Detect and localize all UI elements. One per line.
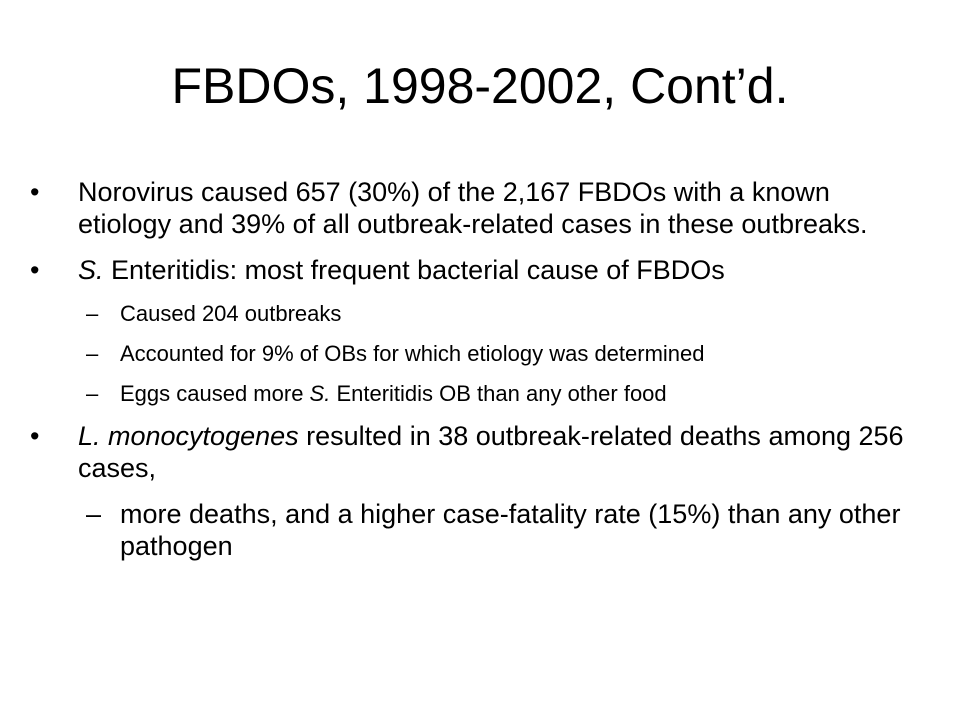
subbullet-text: Eggs caused more (120, 381, 310, 406)
subbullet-case-fatality (30, 498, 930, 562)
subbullet-etiology (30, 340, 930, 368)
bullet-text: resulted in 38 outbreak-related deaths among 256 cases, (78, 421, 904, 483)
bullet-l-monocytogenes (30, 420, 930, 484)
bullet-marker: • (30, 421, 40, 451)
bullet-text: Norovirus caused 657 (30%) of the 2,167 FBDOs with a known etiology and 39% of all outbreak-related cases in these outbreaks. (78, 177, 868, 239)
subbullet-text-end: Enteritidis OB than any other food (330, 381, 667, 406)
subbullet-eggs (30, 380, 930, 408)
subbullet-italic-organism: S. (309, 381, 331, 406)
subbullet-text: Accounted for 9% of OBs for which etiology was determined (120, 341, 705, 366)
subbullet-marker: – (86, 341, 99, 366)
subbullet-outbreaks (30, 300, 930, 328)
bullet-italic-organism: L. monocytogenes (78, 421, 299, 451)
subbullet-text: more deaths, and a higher case-fatality rate (15%) than any other pathogen (120, 499, 901, 561)
bullet-norovirus (30, 176, 930, 240)
bullet-marker: • (30, 255, 40, 285)
subbullet-marker: – (86, 499, 102, 529)
slide-title: FBDOs, 1998-2002, Cont’d. (171, 58, 789, 114)
subbullet-marker: – (86, 301, 99, 326)
bullet-text: Enteritidis: most frequent bacterial cause of FBDOs (103, 255, 725, 285)
bullet-marker: • (30, 177, 40, 207)
subbullet-text: Caused 204 outbreaks (120, 301, 342, 326)
bullet-s-enteritidis (30, 254, 930, 286)
subbullet-marker: – (86, 381, 99, 406)
bullet-italic-organism: S. (78, 255, 104, 285)
bullet-list (30, 176, 930, 574)
